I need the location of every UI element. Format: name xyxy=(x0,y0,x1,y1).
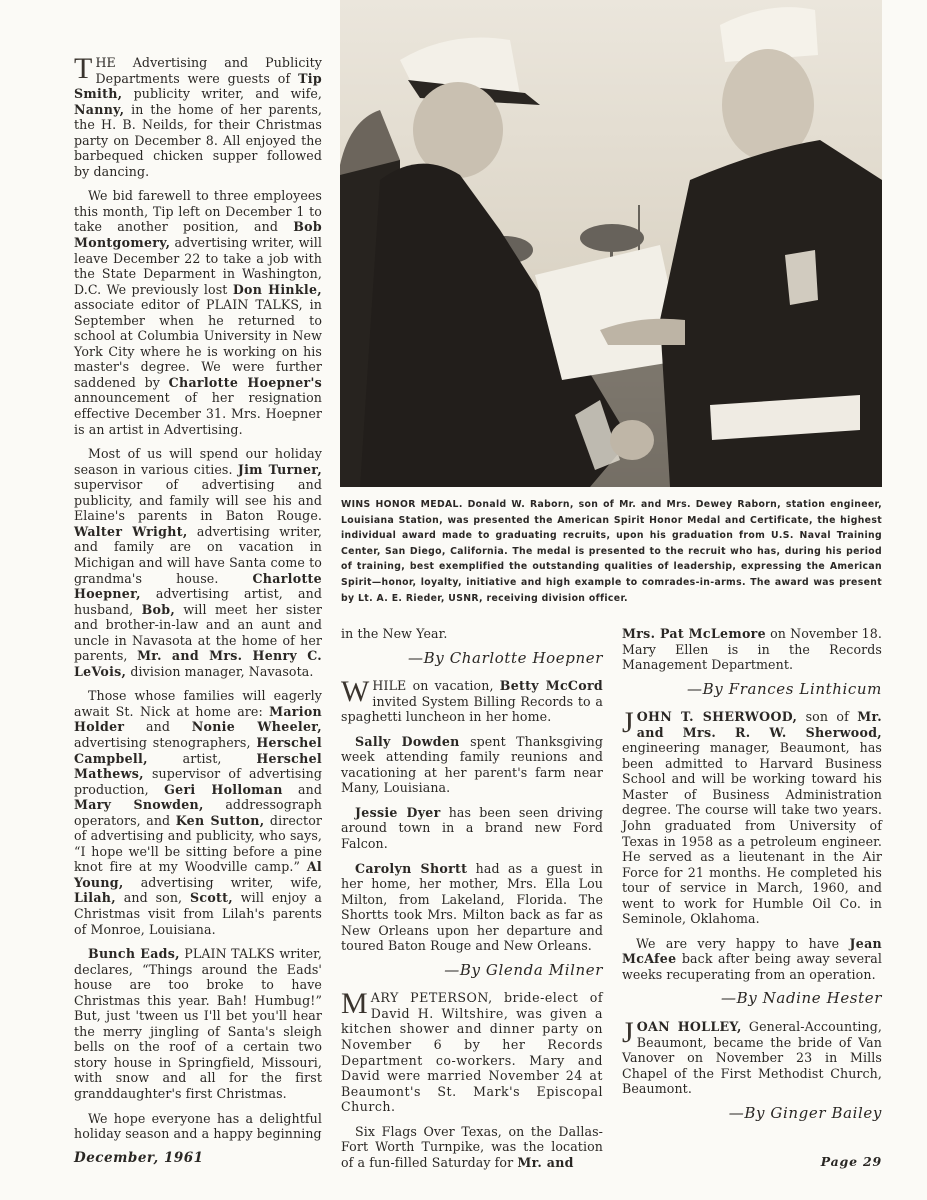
person-name: Jim Turner, xyxy=(237,461,323,477)
person-name: Charlotte Hoepner's xyxy=(168,374,322,390)
honor-medal-photo xyxy=(340,0,882,487)
person-name: Sally Dowden xyxy=(355,733,460,749)
person-name: Bob, xyxy=(141,601,176,617)
person-name: Jessie Dyer xyxy=(355,804,441,820)
person-name: Don Hinkle, xyxy=(232,281,322,297)
person-name: Mrs. Pat McLemore xyxy=(622,626,766,641)
byline: —By Nadine Hester xyxy=(721,989,882,1008)
article-paragraph: Six Flags Over Texas, on the Dallas-Fort Worth Turnpike, was the location of a fun-filled Saturday for Mr. and xyxy=(341,1123,603,1170)
article-paragraph: Mrs. Pat McLemore on November 18. Mary Ellen is in the Records Management Department. xyxy=(622,626,882,673)
article-paragraph: MARY PETERSON, bride-elect of David H. Wiltshire, was given a kitchen shower and dinner party on November 6 by her Records Department co-workers. Mary and David were married November 24 at Beaumont's St. Mark's Episcopal Church. xyxy=(341,987,603,1115)
person-name: Herschel Mathews, xyxy=(74,750,322,782)
person-name: Nonie Wheeler, xyxy=(191,719,322,735)
person-name: Al Young, xyxy=(74,859,322,890)
photo-illustration xyxy=(340,0,882,487)
byline: —By Charlotte Hoepner xyxy=(408,648,603,667)
person-name: Charlotte Hoepner, xyxy=(74,570,322,602)
article-paragraph: Jessie Dyer has been seen driving around town in a brand new Ford Falcon. xyxy=(341,804,603,852)
drop-cap: J xyxy=(622,706,634,740)
drop-cap: W xyxy=(341,675,370,709)
article-paragraph: JOHN T. SHERWOOD, son of Mr. and Mrs. R. W. Sherwood, engineering manager, Beaumont, has been admitted to Harvard Business School and will be working toward his Master of Business Administration degree. The course will take two years. John graduated from University of Texas in 1958 as a petroleum engineer. He served as a lieutenant in the Air Force for 21 months. He completed his tour of service in March, 1960, and went to work for Humble Oil Co. in Seminole, Oklahoma. xyxy=(622,706,882,927)
byline: —By Glenda Milner xyxy=(444,960,603,979)
article-paragraph: We hope everyone has a delightful holiday season and a happy beginning xyxy=(74,1110,322,1142)
person-name: Mr. and Mrs. R. W. Sherwood, xyxy=(636,709,882,740)
person-name: Marion Holder xyxy=(74,703,322,735)
article-paragraph: We bid farewell to three employees this month, Tip left on December 1 to take another position, and Bob Montgomery, advertising writer, will leave December 22 to take a job with the State Deparment in Washington, D.C. We previously lost Don Hinkle, associate editor of PLAIN TALKS, in September when he returned to school at Columbia University in New York City where he is working on his master's degree. We were further saddened by Charlotte Hoepner's announcement of her resignation effective December 31. Mrs. Hoepner is an artist in Advertising. xyxy=(74,188,322,437)
byline: —By Ginger Bailey xyxy=(728,1103,882,1122)
person-name: Scott, xyxy=(189,890,233,906)
person-name: Herschel Campbell, xyxy=(74,734,322,766)
article-paragraph: Most of us will spend our holiday season in various cities. Jim Turner, supervisor of advertising and publicity, and family will see his and Elaine's parents in Baton Rouge. Walter Wright, advertising writer, and family are on vacation in Michigan and will have Santa come to grandma's house. Charlotte Hoepner, advertising artist, and husband, Bob, will meet her sister and brother-in-law and an aunt and uncle in Navasota at the home of her parents, Mr. and Mrs. Henry C. LeVois, division manager, Navasota. xyxy=(74,446,323,679)
person-name: Mr. and xyxy=(517,1154,574,1170)
drop-cap: J xyxy=(622,1016,634,1050)
person-name: Betty McCord xyxy=(499,678,603,694)
column-right xyxy=(622,626,882,1133)
byline: —By Frances Linthicum xyxy=(687,679,882,698)
article-paragraph: JOAN HOLLEY, General-Accounting, Beaumont, became the bride of Van Vanover on November 23 in Mills Chapel of the First Methodist Church, Beaumont. xyxy=(622,1016,882,1097)
caption-headline: WINS HONOR MEDAL. xyxy=(341,499,463,510)
person-name: Ken Sutton, xyxy=(175,812,265,828)
page-number: Page 29 xyxy=(820,1154,882,1169)
article-paragraph: in the New Year. xyxy=(341,626,448,641)
drop-cap: M xyxy=(341,987,368,1021)
person-name: OHN T. SHERWOOD, xyxy=(636,709,798,725)
article-paragraph: Carolyn Shortt had as a guest in her home, her mother, Mrs. Ella Lou Milton, from Lakeland, Florida. The Shortts took Mrs. Milton back as far as New Orleans upon her departure and toured Baton Rouge and New Orleans. xyxy=(341,860,604,954)
article-paragraph: We are very happy to have Jean McAfee back after being away several weeks recuperating from an operation. xyxy=(622,935,882,982)
article-paragraph: Bunch Eads, PLAIN TALKS writer, declares, “Things around the Eads' house are too broke to have Christmas this year. Bah! Humbug!” But, just 'tween us I'll bet you'll hear the merry jingling of Santa's sleigh bells on the roof of a certain two story house in Springfield, Missouri, with snow and all for the first granddaughter's first Christmas. xyxy=(74,946,322,1101)
column-left xyxy=(74,52,323,1151)
caption-text: Donald W. Raborn, son of Mr. and Mrs. Dewey Raborn, station engineer, Louisiana Station, was presented the American Spirit Honor Medal and Certificate, the highest individual award made to graduating recruits, upon his graduation from U.S. Naval Training Center, San Diego, California. The medal is presented to the recruit who has, during his period of training, best exemplified the outstanding qualities of leadership, expressing the American Spirit—honor, loyalty, initiative and high example to comrades-in-arms. The award was present by Lt. A. E. Rieder, USNR, receiving division officer. xyxy=(341,499,882,604)
person-name: Jean McAfee xyxy=(622,935,882,967)
person-name: Geri Holloman xyxy=(164,781,283,797)
column-middle xyxy=(341,626,603,1179)
article-paragraph: WHILE on vacation, Betty McCord invited System Billing Records to a spaghetti luncheon in her home. xyxy=(341,675,603,725)
article-paragraph: Sally Dowden spent Thanksgiving week attending family reunions and vacationing at her parent's farm near Many, Louisiana. xyxy=(341,733,604,796)
person-name: OAN HOLLEY, xyxy=(636,1019,742,1035)
issue-date: December, 1961 xyxy=(74,1150,204,1166)
person-name: Walter Wright, xyxy=(74,523,188,539)
photo-caption xyxy=(341,497,882,606)
person-name: Carolyn Shortt xyxy=(355,860,468,876)
drop-cap: T xyxy=(74,52,93,85)
person-name: Mary Snowden, xyxy=(74,797,204,813)
article-paragraph: Those whose families will eagerly await St. Nick at home are: Marion Holder and Nonie Wheeler, advertising stenographers, Herschel Campbell, artist, Herschel Mathews, supervisor of advertising production, Geri Holloman and Mary Snowden, addressograph operators, and Ken Sutton, director of advertising and publicity, who says, “I hope we'll be sitting before a pine knot fire at my Woodville camp.” Al Young, advertising writer, wife, Lilah, and son, Scott, will enjoy a Christmas visit from Lilah's parents of Monroe, Louisiana. xyxy=(74,688,322,937)
person-name: Nanny, xyxy=(74,101,125,117)
article-paragraph: THE Advertising and Publicity Departments were guests of Tip Smith, publicity writer, and wife, Nanny, in the home of her parents, the H. B. Neilds, for their Christmas party on December 8. All enjoyed the barbequed chicken supper followed by dancing. xyxy=(74,52,322,179)
person-name: Lilah, xyxy=(74,890,116,906)
person-name: Tip Smith, xyxy=(74,70,322,102)
person-name: Mr. and Mrs. Henry C. LeVois, xyxy=(74,648,322,679)
person-name: Bunch Eads, xyxy=(88,946,180,962)
person-name: Bob Montgomery, xyxy=(74,219,322,251)
